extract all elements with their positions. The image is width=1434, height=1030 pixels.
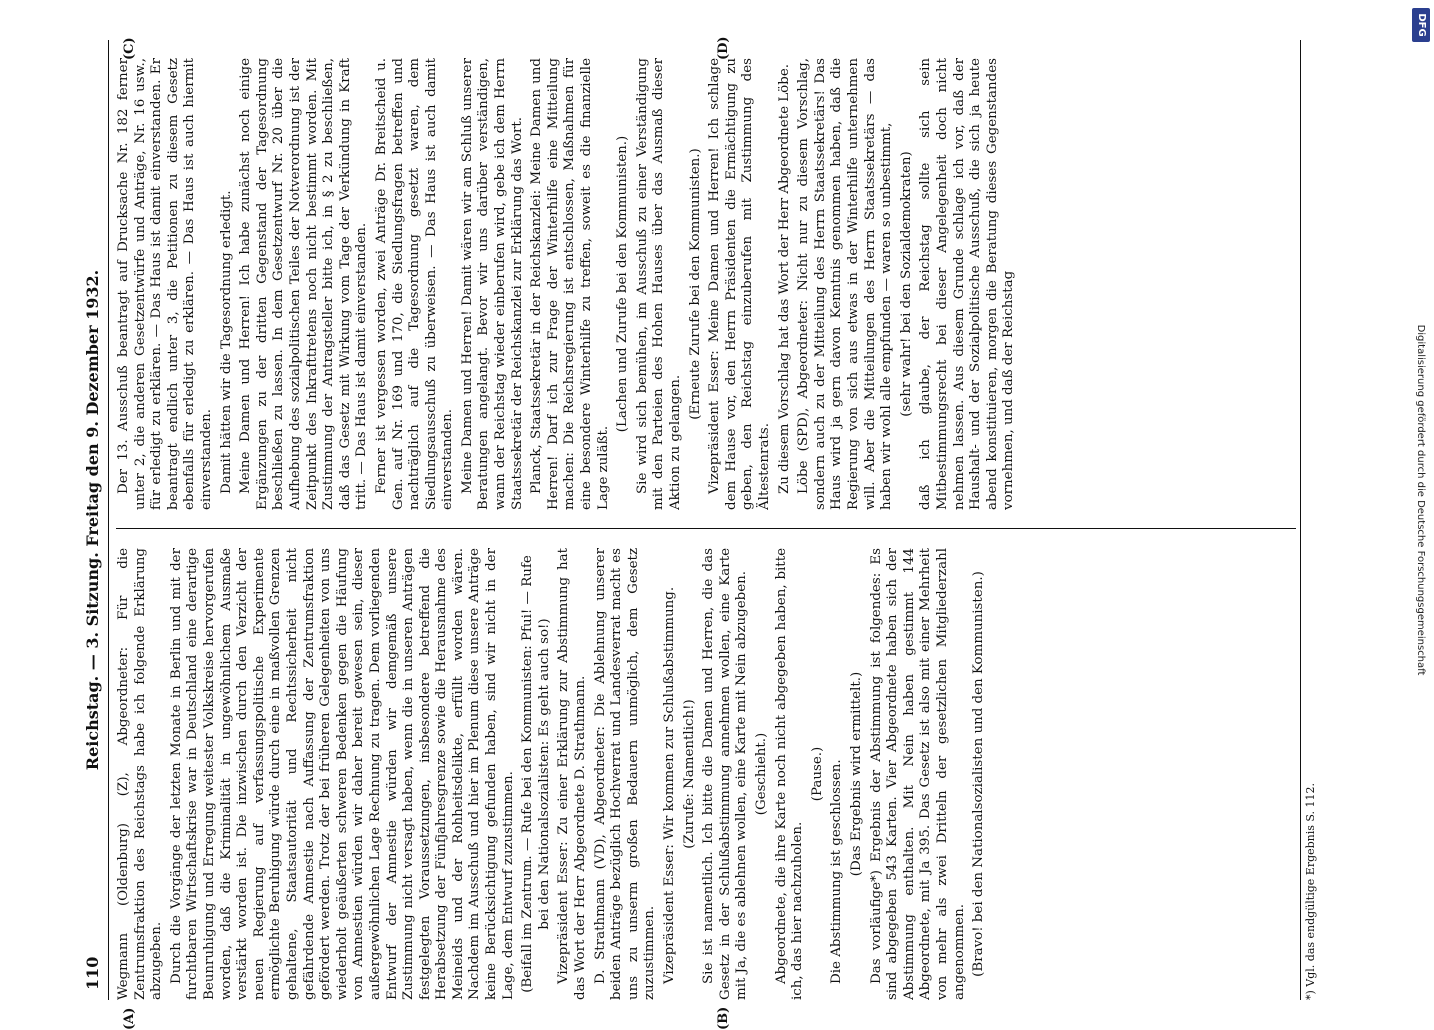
text-columns bbox=[116, 36, 1296, 1030]
paragraph: D. Strathmann (VD), Abgeordneter: Die Ablehnung unserer beiden Anträge bezüglich Hochverrat und Landesverrat macht es uns zu unserm großen Bedauern unmöglich, dem Gesetz zuzustimmen. bbox=[592, 548, 658, 1000]
paragraph: Sie ist namentlich. Ich bitte die Damen und Herren, die das Gesetz in der Schlußabstimmung annehmen wollen, eine Karte mit Ja, die es ablehnen wollen, eine Karte mit Nein abzugeben. bbox=[701, 548, 750, 1000]
paragraph: daß ich glaube, der Reichstag sollte sich sein Mitbestimmungsrecht bei dieser Angelegenheit doch nicht nehmen lassen. Aus diesem Grunde schlage ich vor, daß der Haushalt- und der Sozialpolitische Ausschuß, die sich ja heute abend konstituieren, morgen die Beratung dieses Gegenstandes vornehmen, und daß der Reichstag bbox=[918, 58, 1017, 510]
digitization-note-text: Digitalisierung gefördert durch die Deutsche Forschungsgemeinschaft bbox=[1415, 324, 1426, 676]
paragraph: Durch die Vorgänge der letzten Monate in Berlin und mit der furchtbaren Wirtschaftskrise war in Deutschland eine derartige Beunruhigung und Erregung weitester Volkskreise hervorgerufen worden, daß die Kriminalität in ungewöhnlichem Ausmaße verstärkt worden ist. Die inzwischen durch den Verzicht der neuen Regierung auf verfassungspolitische Experimente ermöglichte Beruhigung würde durch eine in maßvollen Grenzen gehaltene, Staatsautorität und Rechtssicherheit nicht gefährdende Amnestie nach Auffassung der Zentrumsfraktion gefördert werden. Trotz der bei früheren Gelegenheiten von uns wiederholt geäußerten schweren Bedenken gegen die Häufung von Amnestien würden wir daher bereit gewesen sein, dieser außergewöhnlichen Lage Rechnung zu tragen. Dem vorliegenden Entwurf der Amnestie würden wir demgemäß unsere Zustimmung nicht versagt haben, wenn die in unseren Anträgen festgelegten Voraussetzungen, insbesondere betreffend die Herabsetzung der Fünfjahresgrenze sowie die Herausnahme des Meineids und der Rohheitsdelikte, erfüllt worden wären. Nachdem im Ausschuß und hier im Plenum diese unsere Anträge keine Berücksichtigung gefunden haben, sind wir nicht in der Lage, dem Entwurf zuzustimmen. bbox=[168, 548, 516, 1000]
paragraph: Planck, Staatssekretär in der Reichskanzlei: Meine Damen und Herren! Darf ich zur Frage der Winterhilfe eine Mitteilung machen: Die Reichsregierung ist entschlossen, Maßnahmen für eine besondere Winterhilfe zu treffen, soweit es die finanzielle Lage zuläßt. bbox=[529, 58, 611, 510]
interjection: (sehr wahr! bei den Sozialdemokraten) bbox=[898, 151, 914, 417]
page-number: 110 bbox=[83, 956, 102, 990]
right-column bbox=[116, 58, 1296, 510]
margin-mark-b: (B) bbox=[716, 1006, 731, 1030]
margin-mark-c: (C) bbox=[122, 37, 137, 60]
paragraph: Das vorläufige*) Ergebnis der Abstimmung ist folgendes: Es sind abgegeben 543 Karten. Vier Abgeordnete haben sich der Abstimmung enthalten. Mit Nein haben gestimmt 144 Abgeordnete, mit Ja 395. Das Gesetz ist also mit einer Mehrheit von mehr als zwei Dritteln der gesetzlichen Mitgliederzahl angenommen. bbox=[868, 548, 967, 1000]
paragraph: Vizepräsident Esser: Zu einer Erklärung zur Abstimmung hat das Wort der Herr Abgeordnete D. Strathmann. bbox=[556, 548, 589, 1000]
rotated-document-page bbox=[78, 36, 1408, 1030]
margin-mark-d: (D) bbox=[716, 36, 731, 60]
interjection: (Lachen und Zurufe bei den Kommunisten.) bbox=[615, 135, 631, 433]
page-header bbox=[78, 40, 109, 1000]
interjection: (Bravo! bei den Nationalsozialisten und den Kommunisten.) bbox=[971, 571, 987, 977]
paragraph: Zu diesem Vorschlag hat das Wort der Herr Abgeordnete Löbe. bbox=[776, 64, 792, 494]
paragraph: Vizepräsident Esser: Wir kommen zur Schlußabstimmung. bbox=[662, 586, 677, 984]
paragraph: Die Abstimmung ist geschlossen. bbox=[829, 759, 845, 984]
footnote: *) Vgl. das endgültige Ergebnis S. 112. bbox=[1300, 40, 1325, 1000]
dfg-logo: DFG bbox=[1412, 8, 1430, 42]
paragraph: Ferner ist vergessen worden, zwei Anträge Dr. Breitscheid u. Gen. auf Nr. 169 und 170, die Siedlungsfragen betreffen und nachträglich auf die Tagesordnung gesetzt waren, dem Siedlungsausschuß zu überweisen. — Das Haus ist auch damit einverstanden. bbox=[373, 58, 456, 510]
interjection: (Beifall im Zentrum. — Rufe bei den Kommunisten: Pfui! — Rufe bei den Nationalsozialisten: Es geht auch so!) bbox=[520, 555, 552, 993]
interjection: (Pause.) bbox=[809, 746, 825, 802]
paragraph: Wegmann (Oldenburg) (Z), Abgeordneter: Für die Zentrumsfraktion des Reichstags habe ich folgende Erklärung abzugeben. bbox=[116, 548, 165, 1000]
column-divider bbox=[116, 528, 1296, 529]
paragraph: Löbe (SPD), Abgeordneter: Nicht nur zu diesem Vorschlag, sondern auch zu der Mitteilung des Herrn Staatssekretärs! Das Haus wird ja gern davon Kenntnis genommen haben, daß die Regierung von sich aus etwas in der Winterhilfe unternehmen will. Aber die Mitteilungen des Herrn Staatssekretärs — das haben wir wohl alle empfunden — waren so unbestimmt, bbox=[796, 58, 895, 510]
interjection: (Erneute Zurufe bei den Kommunisten.) bbox=[687, 148, 703, 420]
left-column bbox=[116, 548, 1296, 1000]
running-title: Reichstag. — 3. Sitzung. Freitag den 9. Dezember 1932. bbox=[83, 269, 102, 771]
paragraph: Abgeordnete, die ihre Karte noch nicht abgegeben haben, bitte ich, das hier nachzuholen. bbox=[773, 548, 806, 1000]
interjection: (Zurufe: Namentlich!) bbox=[681, 699, 697, 849]
interjection: (Geschieht.) bbox=[753, 732, 769, 816]
margin-mark-a: (A) bbox=[122, 1007, 137, 1030]
paragraph: Vizepräsident Esser: Meine Damen und Herren! Ich schlage dem Hause vor, den Herrn Präsidenten die Ermächtigung zu geben, den Reichstag einzuberufen mit Zustimmung des Ältestenrats. bbox=[707, 58, 772, 510]
paragraph: Meine Damen und Herren! Damit wären wir am Schluß unserer Beratungen angelangt. Bevor wir uns darüber verständigen, wann der Reichstag wieder einberufen wird, gebe ich dem Herrn Staatssekretär der Reichskanzlei zur Erklärung das Wort. bbox=[459, 58, 525, 510]
paragraph: Der 13. Ausschuß beantragt auf Drucksache Nr. 182 ferner unter 2, die anderen Gesetzentwürfe und Anträge, Nr. 16 usw., für erledigt zu erklären. — Das Haus ist damit einverstanden. Er beantragt endlich unter 3, die Petitionen zu diesem Gesetz ebenfalls für erledigt zu erklären. — Das Haus ist auch hiermit einverstanden. bbox=[116, 58, 214, 510]
paragraph: Meine Damen und Herren! Ich habe zunächst noch einige Ergänzungen zu der dritten Gegenstand der Tagesordnung beschließen zu lassen. In dem Gesetzentwurf Nr. 20 über die Aufhebung des sozialpolitischen Teiles der Notverordnung ist der Zeitpunkt des Inkrafttretens noch nicht bestimmt worden. Mit Zustimmung der Antragsteller bitte ich, in § 2 zu beschließen, daß das Gesetz mit Wirkung vom Tage der Verkündung in Kraft tritt. — Das Haus ist damit einverstanden. bbox=[238, 58, 370, 510]
paragraph: Damit hätten wir die Tagesordnung erledigt. bbox=[218, 190, 234, 494]
paragraph: Sie wird sich bemühen, im Ausschuß zu einer Verständigung mit den Parteien des Hohen Hauses über das Ausmaß dieser Aktion zu gelangen. bbox=[634, 58, 683, 510]
interjection: (Das Ergebnis wird ermittelt.) bbox=[848, 671, 864, 877]
